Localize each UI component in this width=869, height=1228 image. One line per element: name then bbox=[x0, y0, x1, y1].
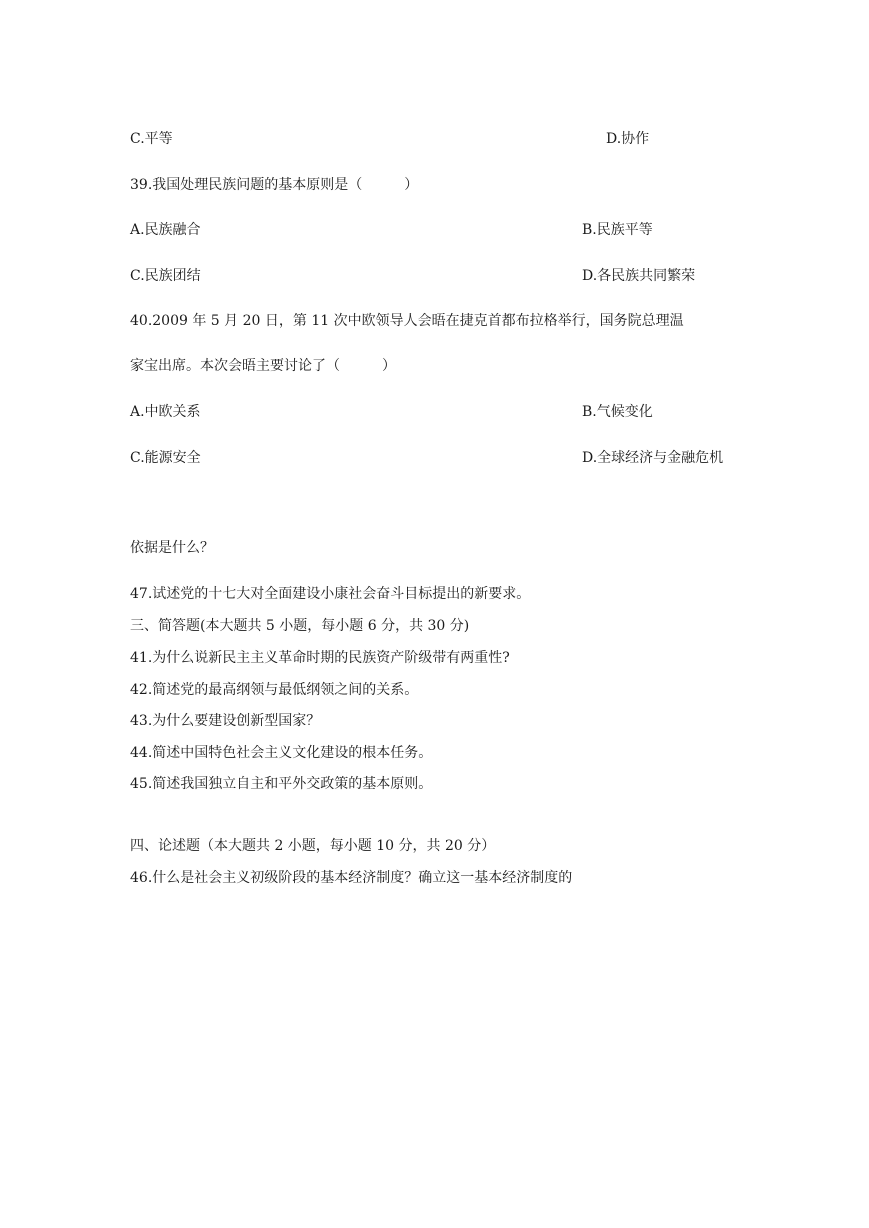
q41: 41.为什么说新民主主义革命时期的民族资产阶级带有两重性? bbox=[130, 650, 510, 666]
q39-stem: 39.我国处理民族问题的基本原则是（ ） bbox=[130, 177, 419, 193]
q40-stem-line2: 家宝出席。本次会晤主要讨论了（ ） bbox=[130, 358, 396, 374]
q40-stem-line1: 40.2009 年 5 月 20 日，第 11 次中欧领导人会晤在捷克首都布拉格举行，国务院总理温 bbox=[130, 313, 684, 329]
q38-option-c: C.平等 bbox=[130, 131, 173, 147]
q45: 45.简述我国独立自主和平外交政策的基本原则。 bbox=[130, 776, 433, 792]
q47: 47.试述党的十七大对全面建设小康社会奋斗目标提出的新要求。 bbox=[130, 586, 531, 602]
q42: 42.简述党的最高纲领与最低纲领之间的关系。 bbox=[130, 682, 419, 698]
q40-option-b: B.气候变化 bbox=[582, 404, 653, 420]
q40-option-c: C.能源安全 bbox=[130, 450, 201, 466]
q46: 46.什么是社会主义初级阶段的基本经济制度？确立这一基本经济制度的 bbox=[130, 870, 573, 886]
text-fragment: 依据是什么？ bbox=[130, 540, 214, 556]
section3-heading: 三、简答题(本大题共 5 小题，每小题 6 分，共 30 分) bbox=[130, 618, 470, 634]
section4-heading: 四、论述题（本大题共 2 小题，每小题 10 分，共 20 分） bbox=[130, 838, 496, 854]
q40-option-d: D.全球经济与金融危机 bbox=[582, 450, 724, 466]
q39-option-c: C.民族团结 bbox=[130, 268, 201, 284]
q39-option-b: B.民族平等 bbox=[582, 222, 653, 238]
q40-option-a: A.中欧关系 bbox=[130, 404, 201, 420]
q43: 43.为什么要建设创新型国家？ bbox=[130, 713, 321, 729]
q39-option-d: D.各民族共同繁荣 bbox=[582, 268, 696, 284]
q44: 44.简述中国特色社会主义文化建设的根本任务。 bbox=[130, 745, 433, 761]
q39-option-a: A.民族融合 bbox=[130, 222, 201, 238]
q38-option-d: D.协作 bbox=[606, 131, 650, 147]
